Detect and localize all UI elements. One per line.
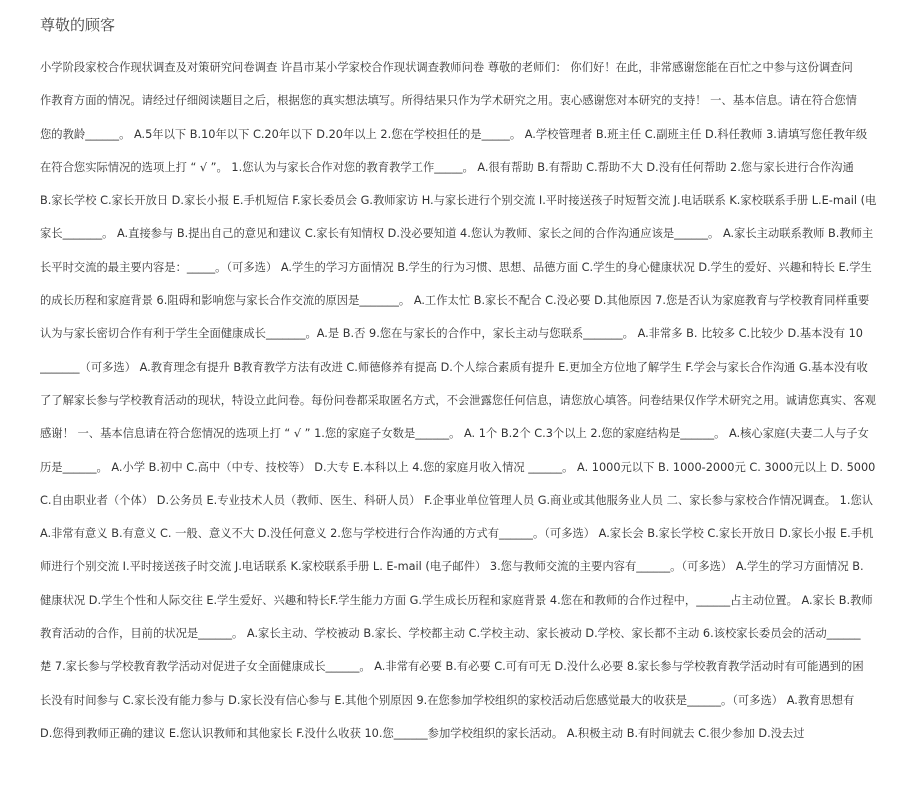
text-line: 您的教龄______。 A.5年以下 B.10年以下 C.20年以下 D.20年以上 2.您在学校担任的是_____。 A.学校管理者 B.班主任 C.副班主任 D.科任教师 3.请填写您任教年级 <box>40 127 868 141</box>
text-line: _______（可多选） A.教育理念有提升 B教育教学方法有改进 C.师德修养有提高 D.个人综合素质有提升 E.更加全方位地了解学生 F.学会与家长合作沟通 G.基本没有收 <box>40 360 868 374</box>
text-line: 家长_______。 A.直接参与 B.提出自己的意见和建议 C.家长有知情权 D.没必要知道 4.您认为教师、家长之间的合作沟通应该是______。 A.家长主动联系教师 B.教师主 <box>40 227 874 241</box>
text-line: 长没有时间参与 C.家长没有能力参与 D.家长没有信心参与 E.其他个别原因 9.在您参加学校组织的家校活动后您感觉最大的收获是______。（可多选） A.教育思想有 <box>40 693 855 707</box>
text-line: 长平时交流的最主要内容是：_____。（可多选） A.学生的学习方面情况 B.学生的行为习惯、思想、品德方面 C.学生的身心健康状况 D.学生的爱好、兴趣和特长 E.学生 <box>40 260 872 274</box>
text-line: 认为与家长密切合作有利于学生全面健康成长_______。A.是 B.否 9.您在与家长的合作中，家长主动与您联系_______。 A.非常多 B. 比较多 C.比较少 D.基本没有 10 <box>40 327 863 341</box>
text-line: 小学阶段家校合作现状调查及对策研究问卷调查 许昌市某小学家校合作现状调查教师问卷 尊敬的老师们： 你们好！在此，非常感谢您能在百忙之中参与这份调查问 <box>40 61 853 74</box>
text-line: 在符合您实际情况的选项上打 “ √ ”。 1.您认为与家长合作对您的教育教学工作_____。 A.很有帮助 B.有帮助 C.帮助不大 D.没有任何帮助 2.您与家长进行合作沟通 <box>40 160 854 174</box>
text-line: 楚 7.家长参与学校教育教学活动对促进子女全面健康成长______。 A.非常有必要 B.有必要 C.可有可无 D.没什么必要 8.家长参与学校教育教学活动时有可能遇到的困 <box>40 660 864 674</box>
text-line: 健康状况 D.学生个性和人际交往 E.学生爱好、兴趣和特长F.学生能力方面 G.学生成长历程和家庭背景 4.您在和教师的合作过程中，______占主动位置。 A.家长 B.教师 <box>40 593 873 607</box>
page-title: 尊敬的顾客 <box>40 16 116 34</box>
text-line: 历是______。 A.小学 B.初中 C.高中（中专、技校等） D.大专 E.本科以上 4.您的家庭月收入情况 ______。 A. 1000元以下 B. 1000-2000元 C. 3000元以上 D. 5000 <box>40 460 876 474</box>
document-body <box>40 58 900 757</box>
text-line: 感谢！ 一、基本信息请在符合您情况的选项上打 “ √ ” 1.您的家庭子女数是______。 A. 1个 B.2个 C.3个以上 2.您的家庭结构是______。 A.核心家庭(夫妻二人与子女 <box>40 427 869 441</box>
text-line: A.非常有意义 B.有意义 C. 一般、意义不大 D.没任何意义 2.您与学校进行合作沟通的方式有______。（可多选） A.家长会 B.家长学校 C.家长开放日 D.家长小报 E.手机 <box>40 527 874 541</box>
text-line: C.自由职业者（个体） D.公务员 E.专业技术人员（教师、医生、科研人员） F.企事业单位管理人员 G.商业或其他服务业人员 二、家长参与家校合作情况调查。 1.您认 <box>40 493 874 507</box>
text-line: D.您得到教师正确的建议 E.您认识教师和其他家长 F.没什么收获 10.您______参加学校组织的家长活动。 A.积极主动 B.有时间就去 C.很少参加 D.没去过 <box>40 726 805 740</box>
text-line: 教育活动的合作，目前的状况是______。 A.家长主动、学校被动 B.家长、学校都主动 C.学校主动、家长被动 D.学校、家长都不主动 6.该校家长委员会的活动______ <box>40 627 861 641</box>
text-line: 师进行个别交流 I.平时接送孩子时交流 J.电话联系 K.家校联系手册 L. E-mail (电子邮件） 3.您与教师交流的主要内容有______。（可多选） A.学生的学习方面情况 B. <box>40 560 864 574</box>
text-line: B.家长学校 C.家长开放日 D.家长小报 E.手机短信 F.家长委员会 G.教师家访 H.与家长进行个别交流 I.平时接送孩子时短暂交流 J.电话联系 K.家校联系手册 L.E-mail (电 <box>40 194 877 208</box>
text-line: 的成长历程和家庭背景 6.阻碍和影响您与家长合作交流的原因是_______。 A.工作太忙 B.家长不配合 C.没必要 D.其他原因 7.您是否认为家庭教育与学校教育同样重要 <box>40 294 870 308</box>
text-line: 作教育方面的情况。请经过仔细阅读题目之后，根据您的真实想法填写。所得结果只作为学术研究之用。衷心感谢您对本研究的支持！ 一、基本信息。请在符合您情 <box>40 94 857 108</box>
text-line: 了了解家长参与学校教育活动的现状，特设立此问卷。每份问卷都采取匿名方式，不会泄露您任何信息，请您放心填答。问卷结果仅作学术研究之用。诚请您真实、客观 <box>40 393 876 407</box>
